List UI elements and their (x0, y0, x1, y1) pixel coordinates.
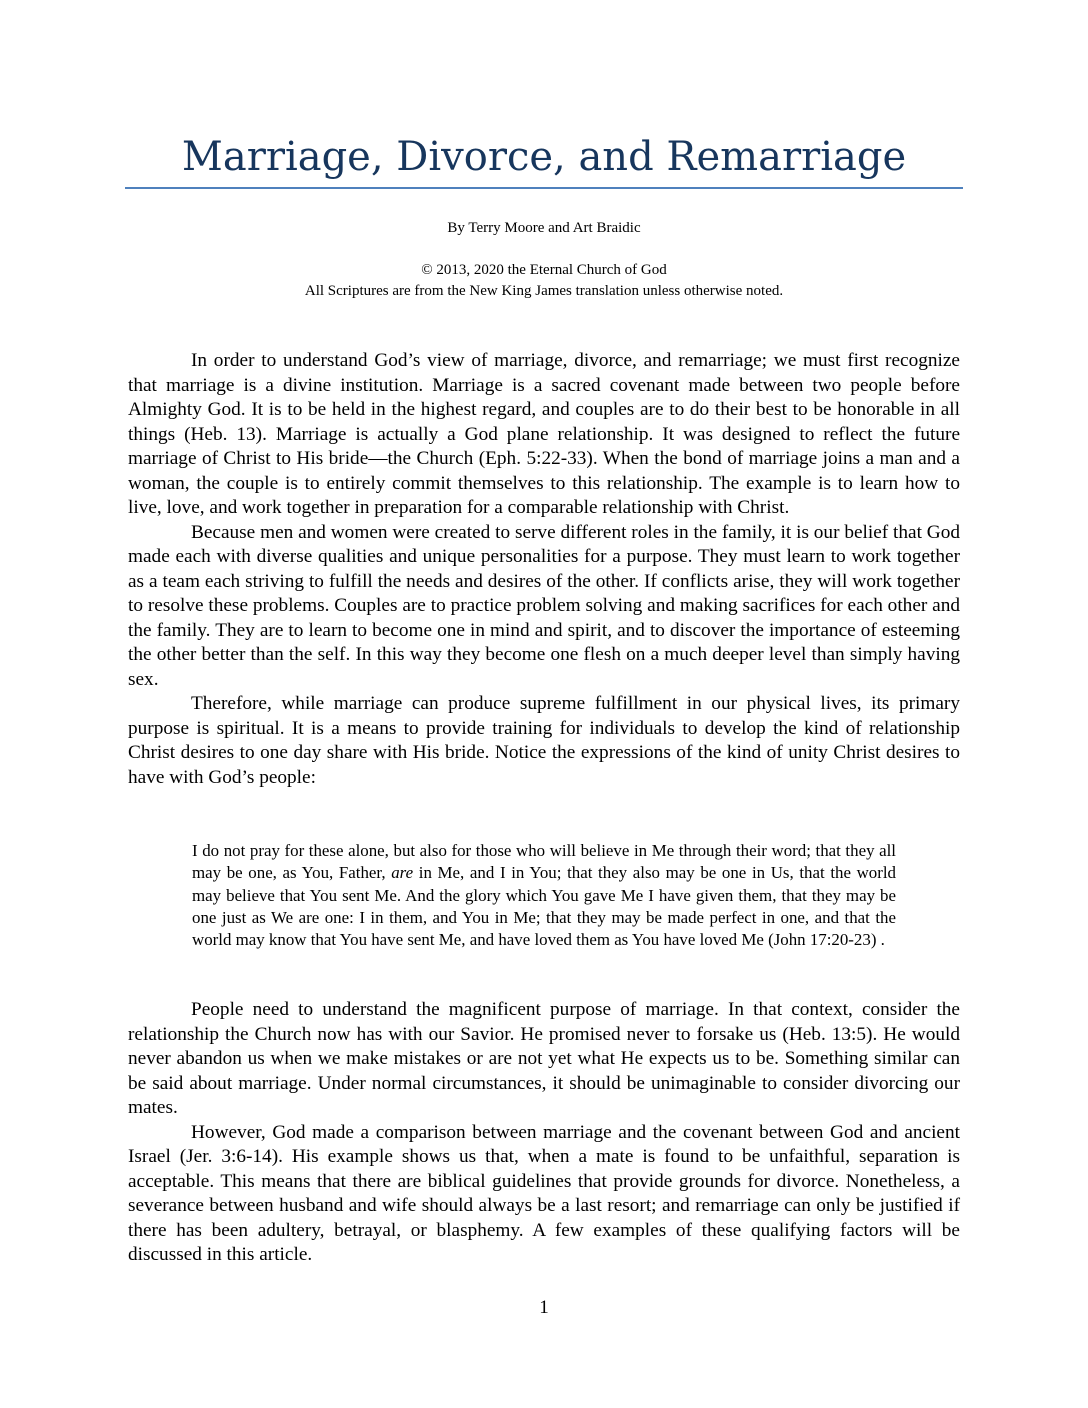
quote-italic-word: are (391, 863, 414, 883)
paragraph: In order to understand God’s view of marriage, divorce, and remarriage; we must first recognize that marriage is a divine institution. Marriage is a sacred covenant made between two people before Almighty God. It is to be held in the highest regard, and couples are to do their best to be honorable in all things (Heb. 13). Marriage is actually a God plane relationship. It was designed to reflect the future marriage of Christ to His bride—the Church (Eph. 5:22-33). When the bond of marriage joins a man and a woman, the couple is to entirely commit themselves to this relationship. The example is to learn how to live, love, and work together in preparation for a comparable relationship with Christ. (128, 350, 960, 518)
paragraph: Therefore, while marriage can produce supreme fulfillment in our physical lives, its primary purpose is spiritual. It is a means to provide training for individuals to develop the kind of relationship Christ desires to one day share with His bride. Notice the expressions of the kind of unity Christ desires to have with God’s people: (128, 693, 960, 788)
byline: By Terry Moore and Art Braidic (447, 220, 641, 236)
paragraph: Because men and women were created to serve different roles in the family, it is our belief that God made each with diverse qualities and unique personalities for a purpose. They must learn to work together as a team each striving to fulfill the needs and desires of the other. If conflicts arise, they will work together to resolve these problems. Couples are to practice problem solving and making sacrifices for each other and the family. They are to learn to become one in mind and spirit, and to discover the importance of esteeming the other better than the self. In this way they become one flesh on a much deeper level than simply having sex. (128, 521, 960, 690)
paragraph: However, God made a comparison between marriage and the covenant between God and ancient Israel (Jer. 3:6-14). His example shows us that, when a mate is found to be unfaithful, separation is acceptable. This means that there are biblical guidelines that provide grounds for divorce. Nonetheless, a severance between husband and wife should always be a last resort; and remarriage can only be justified if there has been adultery, betrayal, or blasphemy. A few examples of these qualifying factors will be discussed in this article. (128, 1121, 960, 1265)
body-section-intro (128, 349, 960, 790)
copyright-notice: © 2013, 2020 the Eternal Church of God (421, 262, 667, 278)
title-underline (125, 187, 963, 189)
paragraph: People need to understand the magnificent purpose of marriage. In that context, consider the relationship the Church now has with our Savior. He promised never to forsake us (Heb. 13:5). He would never abandon us when we make mistakes or are not yet what He expects us to be. Something similar can be said about marriage. Under normal circumstances, it should be unimaginable to consider divorcing our mates. (128, 999, 960, 1118)
page-number: 1 (539, 1297, 549, 1318)
quote-text-start: I do not pray for these alone, but also for those who will believe in Me through their word; that they all may be one, as You, Father, (192, 841, 896, 883)
body-section-continued (128, 998, 960, 1268)
quote-text-end: in Me, and I in You; that they also may be one in Us, that the world may believe that You sent Me. And the glory which You gave Me I have given them, that they may be one just as We are one: I in them, and You in Me; that they may be made perfect in one, and that the world may know that You have sent Me, and have loved them as You have loved Me (John 17:20-23) . (192, 863, 896, 950)
document-title: Marriage, Divorce, and Remarriage (181, 134, 907, 180)
scripture-quote (192, 840, 896, 951)
scripture-note: All Scriptures are from the New King James translation unless otherwise noted. (304, 283, 784, 299)
